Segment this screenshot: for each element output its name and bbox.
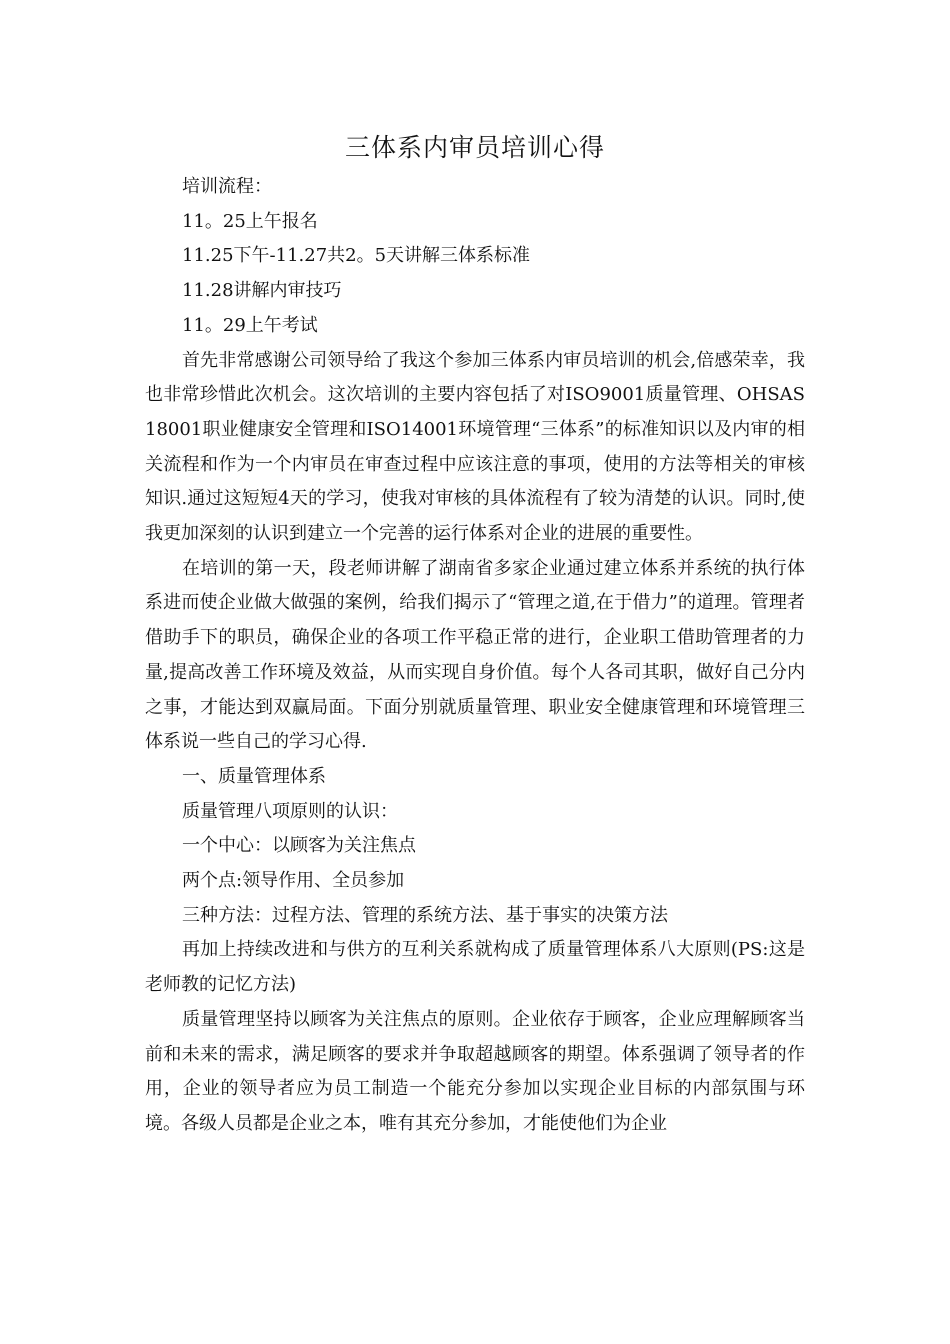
paragraph-principles-heading: 质量管理八项原则的认识： [182, 800, 398, 822]
paragraph-schedule-2: 11.25下午-11.27共2。5天讲解三体系标准 [182, 245, 531, 267]
paragraph-principle-points: 两个点:领导作用、全员参加 [182, 870, 405, 892]
paragraph-schedule-1: 11。25上午报名 [182, 210, 318, 232]
paragraph-process-heading: 培训流程： [182, 176, 272, 197]
paragraph-first-day: 在培训的第一天，段老师讲解了湖南省多家企业通过建立体系并系统的执行体系进而使企业做大做强的案例，给我们揭示了“管理之道,在于借力”的道理。管理者借助手下的职员，确保企业的各项工作平稳正常的进行，企业职工借助管理者的力量,提高改善工作环境及效益，从而实现自身价值。每个人各司其职，做好自己分内之事，才能达到双赢局面。下面分别就质量管理、职业安全健康管理和环境管理三体系说一些自己的学习心得. [145, 557, 805, 753]
document-title: 三体系内审员培训心得 [344, 133, 605, 162]
paragraph-principle-methods: 三种方法：过程方法、管理的系统方法、基于事实的决策方法 [182, 904, 668, 926]
paragraph-schedule-4: 11。29上午考试 [182, 314, 318, 336]
paragraph-principles-summary: 再加上持续改进和与供方的互利关系就构成了质量管理体系八大原则(PS:这是老师教的记忆方法) [145, 939, 805, 996]
paragraph-principle-center: 一个中心：以顾客为关注焦点 [182, 835, 416, 857]
section-heading-quality: 一、质量管理体系 [182, 765, 326, 787]
paragraph-intro: 首先非常感谢公司领导给了我这个参加三体系内审员培训的机会,倍感荣幸，我也非常珍惜此次机会。这次培训的主要内容包括了对ISO9001质量管理、OHSAS18001职业健康安全管理和ISO14001环境管理“三体系”的标准知识以及内审的相关流程和作为一个内审员在审查过程中应该注意的事项，使用的方法等相关的审核知识.通过这短短4天的学习，使我对审核的具体流程有了较为清楚的认识。同时,使我更加深刻的认识到建立一个完善的运行体系对企业的进展的重要性。 [145, 349, 805, 545]
paragraph-schedule-3: 11.28讲解内审技巧 [182, 280, 342, 302]
paragraph-customer-focus: 质量管理坚持以顾客为关注焦点的原则。企业依存于顾客，企业应理解顾客当前和未来的需求，满足顾客的要求并争取超越顾客的期望。体系强调了领导者的作用，企业的领导者应为员工制造一个能充分参加以实现企业目标的内部氛围与环境。各级人员都是企业之本，唯有其充分参加，才能使他们为企业 [145, 1008, 805, 1134]
